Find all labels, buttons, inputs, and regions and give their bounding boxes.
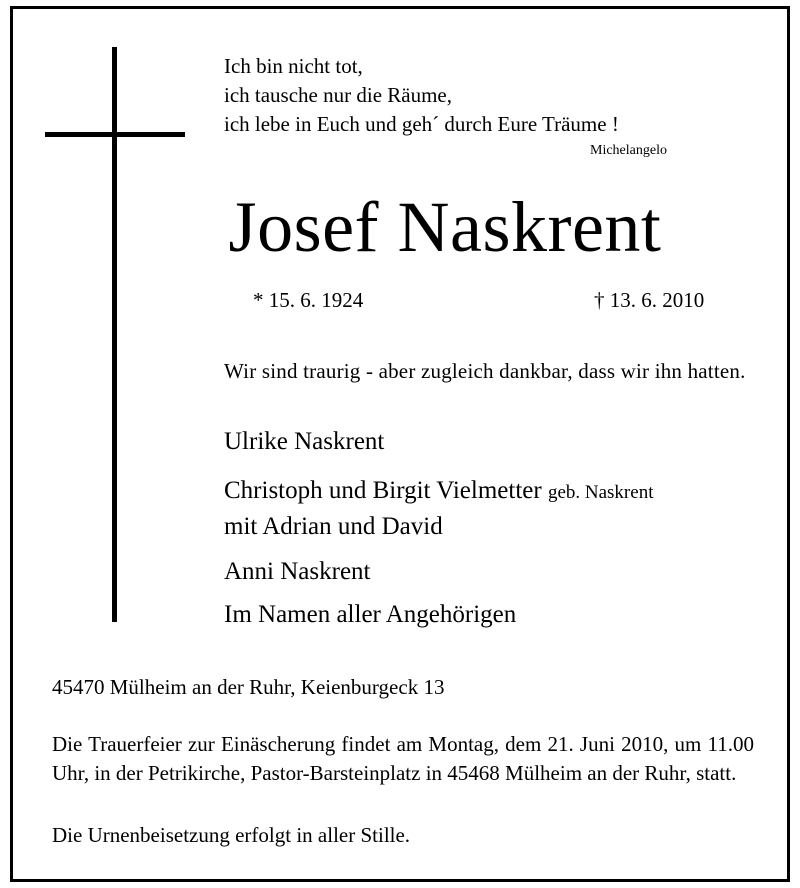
death-date: † 13. 6. 2010 bbox=[594, 288, 705, 312]
quote-line: Ich bin nicht tot, bbox=[224, 54, 363, 78]
intro-text: Wir sind traurig - aber zugleich dankbar, dass wir ihn hatten. bbox=[224, 359, 746, 383]
birth-date: * 15. 6. 1924 bbox=[253, 288, 364, 312]
family-line-2-note: geb. Naskrent bbox=[547, 482, 654, 503]
address: 45470 Mülheim an der Ruhr, Keienburgeck 13 bbox=[52, 675, 445, 699]
family-line-1: Ulrike Naskrent bbox=[224, 428, 385, 455]
cross-icon-bar bbox=[45, 132, 185, 137]
quote-line: ich tausche nur die Räume, bbox=[224, 83, 453, 107]
family-line-3: mit Adrian und David bbox=[224, 513, 443, 540]
family-line-5: Im Namen aller Angehörigen bbox=[224, 601, 517, 628]
quote-author: Michelangelo bbox=[590, 143, 667, 158]
family-line-2-main: Christoph und Birgit Vielmetter bbox=[224, 477, 542, 504]
quote-line: ich lebe in Euch und geh´ durch Eure Träume ! bbox=[224, 112, 619, 136]
family-line-4: Anni Naskrent bbox=[224, 558, 371, 585]
burial-info: Die Urnenbeisetzung erfolgt in aller Stille. bbox=[52, 823, 411, 847]
deceased-name: Josef Naskrent bbox=[228, 187, 662, 267]
quote bbox=[224, 52, 619, 139]
service-info: Die Trauerfeier zur Einäscherung findet am Montag, dem 21. Juni 2010, um 11.00 Uhr, in der Petrikirche, Pastor-Barsteinplatz in 45468 Mülheim an der Ruhr, statt. bbox=[52, 732, 754, 785]
family-line-2 bbox=[224, 477, 653, 505]
